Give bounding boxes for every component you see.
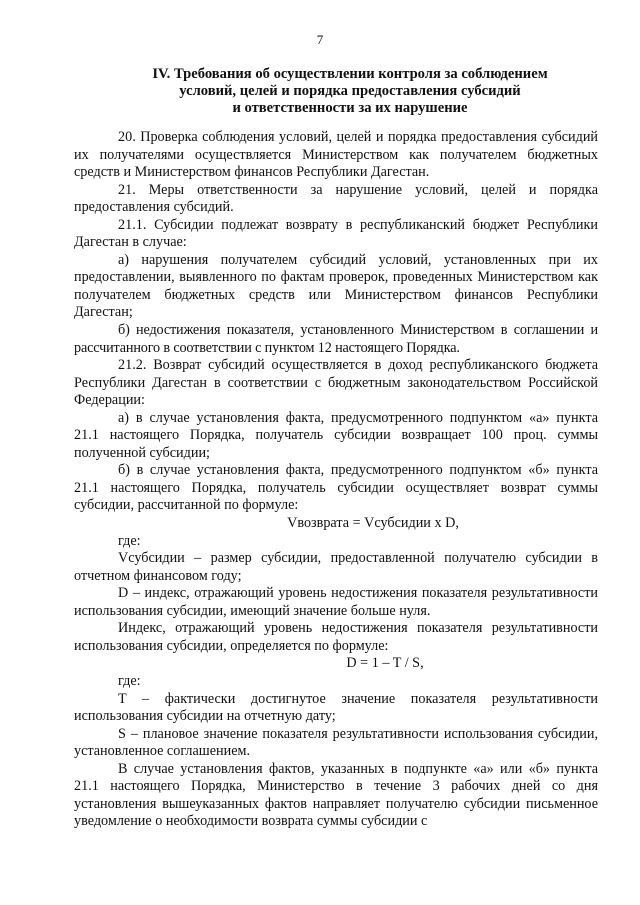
paragraph-final: В случае установления фактов, указанных в подпункте «а» или «б» пункта 21.1 настоящего Порядка, Министерство в течение 3 рабочих дней со дня установления вышеуказанных фактов направляет получателю субсидии письменное уведомление о необходимости возврата суммы субсидии с (74, 760, 598, 830)
where-label: где: (118, 532, 141, 549)
definition-s: S – плановое значение показателя результативности использования субсидии, установленное соглашением. (74, 725, 598, 760)
paragraph-21-2-b: б) в случае установления факта, предусмотренного подпунктом «б» пункта 21.1 настоящего Порядка, получатель субсидии осуществляет возврат суммы субсидии, рассчитанной по формуле: (74, 462, 598, 514)
heading-line: IV. Требования об осуществлении контроля за соблюдением (152, 66, 548, 82)
document-body (74, 129, 598, 831)
paragraph-21-1-b: б) недостижения показателя, установленного Министерством в соглашении и рассчитанного в соответствии с пунктом 12 настоящего Порядка. (74, 322, 598, 356)
paragraph-21-1: 21.1. Субсидии подлежат возврату в республиканский бюджет Республики Дагестан в случае: (74, 216, 598, 251)
paragraph-21-2-a: а) в случае установления факта, предусмотренного подпунктом «а» пункта 21.1 настоящего Порядка, получатель субсидии возвращает 100 проц. суммы полученной субсидии; (74, 409, 598, 461)
definition-index: Индекс, отражающий уровень недостижения показателя результативности использования субсидии, определяется по формуле: (74, 620, 598, 654)
paragraph-20: 20. Проверка соблюдения условий, целей и порядка предоставления субсидий их получателями осуществляется Министерством как получателем бюджетных средств и Министерством финансов Республики Дагестан. (74, 129, 598, 181)
heading-line: и ответственности за их нарушение (232, 100, 468, 116)
where-label: где: (118, 672, 141, 689)
section-heading (120, 66, 580, 117)
definition-t: T – фактически достигнутое значение показателя результативности использования субсидии на отчетную дату; (74, 690, 598, 725)
paragraph-21-2: 21.2. Возврат субсидий осуществляется в доход республиканского бюджета Республики Дагестан в соответствии с бюджетным законодательством Российской Федерации: (74, 357, 598, 409)
paragraph-21: 21. Меры ответственности за нарушение условий, целей и порядка предоставления субсидий. (74, 181, 598, 216)
formula-refund: Vвозврата = Vсубсидии x D, (287, 515, 459, 532)
definition-d: D – индекс, отражающий уровень недостижения показателя результативности использования субсидии, имеющий значение больше нуля. (74, 585, 598, 619)
heading-line: условий, целей и порядка предоставления субсидий (179, 83, 521, 99)
page-number: 7 (316, 32, 324, 47)
paragraph-21-1-a: а) нарушения получателем субсидий условий, установленных при их предоставлении, выявленного по фактам проверок, проведенных Министерством как получателем бюджетных средств или Министерством финансов Республики Дагестан; (74, 251, 598, 321)
formula-index: D = 1 – T / S, (346, 655, 424, 672)
definition-v-subsidy: Vсубсидии – размер субсидии, предоставленной получателю субсидии в отчетном финансовом году; (74, 550, 598, 584)
